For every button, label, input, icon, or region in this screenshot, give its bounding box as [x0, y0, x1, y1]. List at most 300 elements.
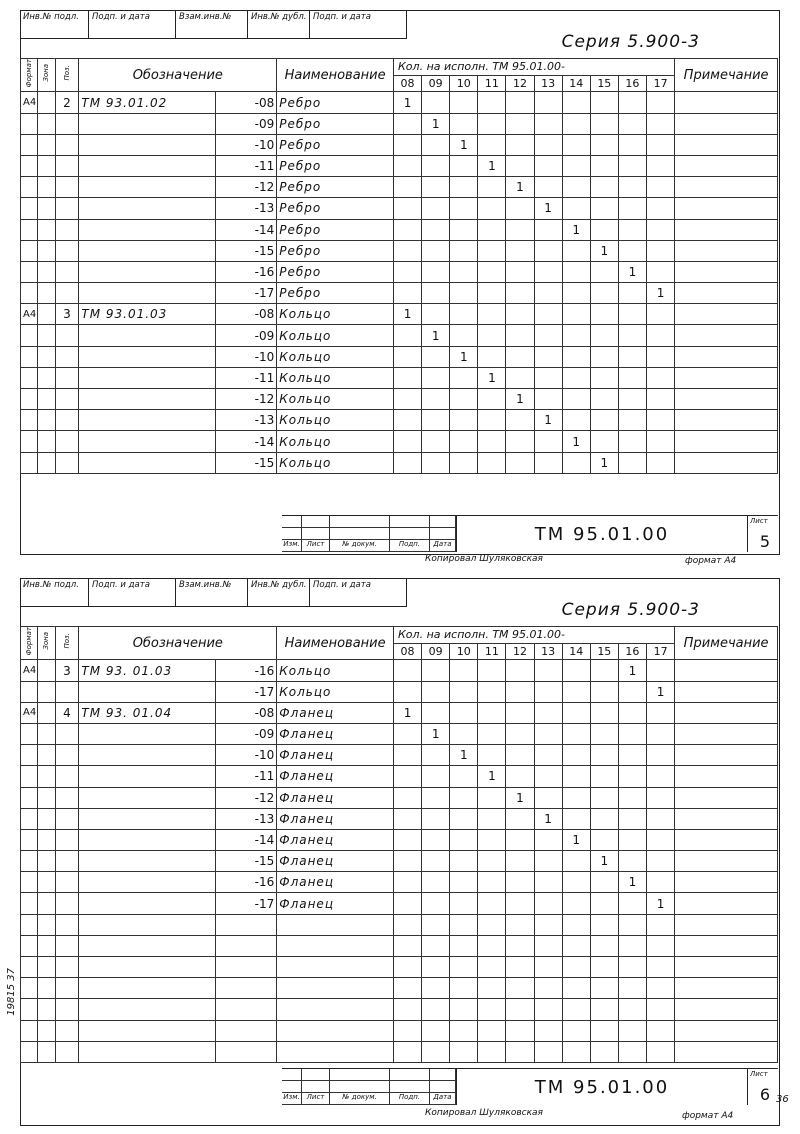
designation-cell [79, 389, 215, 410]
empty-cell [506, 957, 534, 978]
empty-cell [590, 935, 618, 956]
revision-cell [330, 1069, 390, 1081]
col-variant: 17 [646, 643, 674, 660]
col-variant: 15 [590, 643, 618, 660]
format-cell [21, 872, 38, 893]
zone-cell [38, 431, 55, 452]
col-variant: 08 [394, 643, 422, 660]
qty-cell [450, 872, 478, 893]
revision-cell [302, 528, 330, 540]
qty-cell [450, 219, 478, 240]
note-cell [675, 766, 778, 787]
empty-cell [79, 914, 215, 935]
qty-cell [478, 134, 506, 155]
qty-cell [534, 155, 562, 176]
qty-cell [646, 660, 674, 681]
empty-cell [215, 999, 277, 1020]
zone-cell [38, 92, 55, 113]
zone-cell [38, 410, 55, 431]
qty-cell [422, 198, 450, 219]
qty-cell [646, 702, 674, 723]
pos-cell [55, 893, 79, 914]
qty-cell [478, 240, 506, 261]
revision-cell [302, 1069, 330, 1081]
pos-cell [55, 745, 79, 766]
name-cell: Ребро [277, 134, 394, 155]
qty-cell: 1 [506, 389, 534, 410]
format-label: формат А4 [682, 1111, 734, 1121]
variant-cell: -12 [215, 177, 277, 198]
qty-cell [562, 872, 590, 893]
zone-cell [38, 893, 55, 914]
variant-cell: -10 [215, 346, 277, 367]
qty-cell [590, 389, 618, 410]
sheet-label: Лист [750, 1070, 768, 1078]
qty-cell [478, 452, 506, 473]
zone-cell [38, 829, 55, 850]
empty-cell [422, 957, 450, 978]
col-variant: 10 [450, 75, 478, 92]
qty-cell [590, 410, 618, 431]
format-cell [21, 283, 38, 304]
qty-cell: 1 [534, 198, 562, 219]
qty-cell [478, 283, 506, 304]
col-name: Наименование [277, 59, 394, 92]
revision-cell [282, 1081, 302, 1093]
empty-cell [38, 935, 55, 956]
pos-cell [55, 113, 79, 134]
qty-cell [478, 431, 506, 452]
empty-cell [478, 935, 506, 956]
variant-cell: -10 [215, 745, 277, 766]
qty-cell [534, 829, 562, 850]
qty-cell [590, 177, 618, 198]
qty-cell [506, 723, 534, 744]
empty-cell [506, 935, 534, 956]
empty-cell [215, 957, 277, 978]
qty-cell [450, 304, 478, 325]
qty-cell [394, 872, 422, 893]
qty-cell [394, 177, 422, 198]
table-row [21, 723, 778, 744]
qty-cell [562, 261, 590, 282]
note-cell [675, 893, 778, 914]
qty-cell [506, 261, 534, 282]
note-cell [675, 155, 778, 176]
qty-cell [534, 240, 562, 261]
qty-cell [506, 283, 534, 304]
note-cell [675, 702, 778, 723]
note-cell [675, 723, 778, 744]
qty-cell [450, 829, 478, 850]
qty-cell [590, 660, 618, 681]
qty-cell [534, 745, 562, 766]
pos-cell [55, 723, 79, 744]
empty-cell [534, 935, 562, 956]
name-cell: Фланец [277, 829, 394, 850]
qty-cell [534, 283, 562, 304]
empty-cell [506, 1020, 534, 1041]
qty-cell [394, 283, 422, 304]
variant-cell: -12 [215, 389, 277, 410]
qty-cell [478, 660, 506, 681]
qty-cell [450, 240, 478, 261]
qty-cell [646, 219, 674, 240]
table-row [21, 155, 778, 176]
qty-cell: 1 [394, 702, 422, 723]
table-row [21, 957, 778, 978]
col-variant: 11 [478, 643, 506, 660]
variant-cell: -17 [215, 283, 277, 304]
header-vzam-inv: Взам.инв.№ [176, 10, 248, 38]
qty-cell [618, 198, 646, 219]
designation-cell [79, 431, 215, 452]
name-cell: Кольцо [277, 304, 394, 325]
qty-cell [394, 745, 422, 766]
table-row [21, 389, 778, 410]
qty-cell: 1 [562, 219, 590, 240]
name-cell: Кольцо [277, 410, 394, 431]
note-cell [675, 431, 778, 452]
qty-cell [394, 681, 422, 702]
empty-cell [478, 957, 506, 978]
qty-cell [394, 660, 422, 681]
designation-cell [79, 681, 215, 702]
col-variant: 08 [394, 75, 422, 92]
qty-cell [646, 431, 674, 452]
zone-cell [38, 134, 55, 155]
empty-cell [79, 957, 215, 978]
qty-cell [422, 766, 450, 787]
variant-cell: -09 [215, 113, 277, 134]
empty-cell [534, 999, 562, 1020]
qty-cell [506, 219, 534, 240]
qty-cell [506, 452, 534, 473]
zone-cell [38, 872, 55, 893]
qty-cell [534, 177, 562, 198]
table-row [21, 893, 778, 914]
pos-cell [55, 367, 79, 388]
empty-cell [422, 935, 450, 956]
revision-label: Подп. [390, 540, 430, 552]
format-cell [21, 346, 38, 367]
empty-cell [394, 999, 422, 1020]
variant-cell: -14 [215, 431, 277, 452]
qty-cell [590, 702, 618, 723]
designation-cell [79, 113, 215, 134]
qty-cell [394, 261, 422, 282]
qty-cell [450, 431, 478, 452]
note-cell [675, 745, 778, 766]
qty-cell [478, 787, 506, 808]
qty-cell [422, 219, 450, 240]
empty-cell [215, 914, 277, 935]
qty-cell [534, 452, 562, 473]
name-cell: Кольцо [277, 389, 394, 410]
empty-cell [38, 999, 55, 1020]
variant-cell: -16 [215, 261, 277, 282]
qty-cell [506, 745, 534, 766]
format-cell [21, 240, 38, 261]
qty-cell [646, 134, 674, 155]
qty-cell [562, 304, 590, 325]
sheet-label: Лист [750, 517, 768, 525]
qty-cell [646, 325, 674, 346]
note-cell [675, 452, 778, 473]
qty-cell [562, 389, 590, 410]
empty-cell [506, 914, 534, 935]
qty-cell [590, 723, 618, 744]
qty-cell [534, 787, 562, 808]
empty-cell [55, 957, 79, 978]
qty-cell [506, 808, 534, 829]
empty-cell [675, 978, 778, 999]
qty-cell [590, 261, 618, 282]
zone-cell [38, 787, 55, 808]
empty-cell [506, 978, 534, 999]
qty-cell [562, 155, 590, 176]
qty-cell [478, 872, 506, 893]
note-cell [675, 240, 778, 261]
empty-cell [675, 914, 778, 935]
revision-cell [282, 528, 302, 540]
qty-cell [562, 325, 590, 346]
name-cell: Фланец [277, 745, 394, 766]
qty-cell [562, 893, 590, 914]
empty-cell [646, 999, 674, 1020]
qty-cell: 1 [618, 660, 646, 681]
qty-cell [562, 134, 590, 155]
qty-cell [450, 893, 478, 914]
format-cell [21, 851, 38, 872]
qty-cell [534, 113, 562, 134]
table-row [21, 914, 778, 935]
qty-cell [618, 113, 646, 134]
revision-label: Лист [302, 540, 330, 552]
qty-cell [506, 367, 534, 388]
qty-cell: 1 [562, 431, 590, 452]
qty-cell [618, 410, 646, 431]
qty-cell: 1 [394, 304, 422, 325]
format-cell [21, 367, 38, 388]
qty-cell [534, 766, 562, 787]
revision-cell [390, 1069, 430, 1081]
table-row [21, 745, 778, 766]
col-variant: 12 [506, 643, 534, 660]
qty-cell [506, 240, 534, 261]
qty-cell [590, 808, 618, 829]
empty-cell [618, 935, 646, 956]
table-row [21, 978, 778, 999]
qty-cell [394, 893, 422, 914]
col-pos: Поз. [55, 627, 79, 660]
note-cell [675, 92, 778, 113]
name-cell: Фланец [277, 723, 394, 744]
empty-cell [38, 1020, 55, 1041]
qty-cell [422, 92, 450, 113]
col-variant: 09 [422, 75, 450, 92]
format-cell [21, 113, 38, 134]
empty-cell [394, 1041, 422, 1062]
pos-cell: 2 [55, 92, 79, 113]
empty-cell [675, 935, 778, 956]
qty-cell [422, 745, 450, 766]
qty-cell [478, 681, 506, 702]
qty-cell [422, 851, 450, 872]
format-cell [21, 177, 38, 198]
designation-cell [79, 346, 215, 367]
pos-cell [55, 177, 79, 198]
col-variant: 14 [562, 643, 590, 660]
empty-cell [646, 1041, 674, 1062]
designation-cell: ТМ 93. 01.04 [79, 702, 215, 723]
qty-cell [562, 723, 590, 744]
name-cell: Фланец [277, 893, 394, 914]
empty-cell [277, 1020, 394, 1041]
qty-cell [394, 219, 422, 240]
empty-cell [394, 957, 422, 978]
empty-cell [618, 1020, 646, 1041]
pos-cell [55, 261, 79, 282]
revision-cell [330, 528, 390, 540]
qty-cell [478, 389, 506, 410]
qty-cell [450, 808, 478, 829]
pos-cell [55, 240, 79, 261]
variant-cell: -17 [215, 893, 277, 914]
variant-cell: -08 [215, 304, 277, 325]
revision-label: Подп. [390, 1093, 430, 1105]
zone-cell [38, 304, 55, 325]
qty-cell [394, 134, 422, 155]
col-variant: 14 [562, 75, 590, 92]
table-row [21, 283, 778, 304]
qty-cell [646, 261, 674, 282]
name-cell: Кольцо [277, 660, 394, 681]
empty-cell [562, 1041, 590, 1062]
qty-cell [422, 177, 450, 198]
qty-cell [506, 155, 534, 176]
empty-cell [562, 957, 590, 978]
qty-cell: 1 [422, 325, 450, 346]
qty-cell [646, 808, 674, 829]
zone-cell [38, 219, 55, 240]
table-row [21, 681, 778, 702]
header-podp-data: Подп. и дата [89, 578, 176, 606]
qty-cell [422, 389, 450, 410]
col-format: Формат [21, 59, 38, 92]
qty-cell [422, 261, 450, 282]
col-designation: Обозначение [79, 627, 277, 660]
empty-cell [79, 1020, 215, 1041]
qty-cell [394, 240, 422, 261]
empty-cell [55, 1020, 79, 1041]
qty-cell [618, 787, 646, 808]
name-cell: Ребро [277, 177, 394, 198]
qty-cell [394, 367, 422, 388]
empty-cell [675, 957, 778, 978]
empty-cell [21, 978, 38, 999]
approval-header [20, 578, 407, 607]
designation-cell [79, 452, 215, 473]
name-cell: Ребро [277, 261, 394, 282]
qty-cell [450, 113, 478, 134]
empty-cell [215, 978, 277, 999]
qty-cell [590, 431, 618, 452]
format-cell: А4 [21, 660, 38, 681]
qty-cell [562, 702, 590, 723]
qty-cell [422, 367, 450, 388]
qty-cell [590, 681, 618, 702]
zone-cell [38, 660, 55, 681]
qty-cell [590, 872, 618, 893]
variant-cell: -15 [215, 240, 277, 261]
empty-cell [450, 1020, 478, 1041]
empty-cell [675, 1020, 778, 1041]
revision-cell [430, 1069, 456, 1081]
zone-cell [38, 745, 55, 766]
empty-cell [21, 1041, 38, 1062]
qty-cell [562, 177, 590, 198]
spec-table [20, 626, 778, 1063]
zone-cell [38, 723, 55, 744]
qty-cell [562, 787, 590, 808]
col-variant: 13 [534, 643, 562, 660]
qty-cell [506, 134, 534, 155]
qty-cell: 1 [450, 346, 478, 367]
table-row [21, 134, 778, 155]
qty-cell [590, 346, 618, 367]
qty-cell [394, 410, 422, 431]
empty-cell [562, 1020, 590, 1041]
zone-cell [38, 766, 55, 787]
qty-cell: 1 [422, 113, 450, 134]
series-label: Серия 5.900-3 [561, 32, 700, 52]
col-variant: 13 [534, 75, 562, 92]
designation-cell: ТМ 93.01.02 [79, 92, 215, 113]
sheet-number: 5 [759, 532, 770, 551]
empty-cell [38, 978, 55, 999]
revision-grid [282, 516, 456, 552]
note-cell [675, 808, 778, 829]
qty-cell: 1 [450, 745, 478, 766]
qty-cell [590, 325, 618, 346]
qty-cell [506, 410, 534, 431]
note-cell [675, 367, 778, 388]
sheet-number-box [747, 1069, 778, 1105]
header-vzam-inv: Взам.инв.№ [176, 578, 248, 606]
series-label: Серия 5.900-3 [561, 600, 700, 620]
designation-cell [79, 261, 215, 282]
qty-cell [562, 240, 590, 261]
qty-cell [506, 851, 534, 872]
qty-cell [422, 304, 450, 325]
empty-cell [675, 1041, 778, 1062]
note-cell [675, 660, 778, 681]
qty-cell [534, 660, 562, 681]
qty-cell [450, 283, 478, 304]
qty-cell [646, 389, 674, 410]
note-cell [675, 389, 778, 410]
empty-cell [21, 957, 38, 978]
qty-cell [590, 745, 618, 766]
qty-cell: 1 [646, 893, 674, 914]
table-row [21, 219, 778, 240]
col-variant: 16 [618, 643, 646, 660]
designation-cell [79, 872, 215, 893]
qty-cell [450, 367, 478, 388]
format-cell [21, 745, 38, 766]
revision-label: Дата [430, 1093, 456, 1105]
